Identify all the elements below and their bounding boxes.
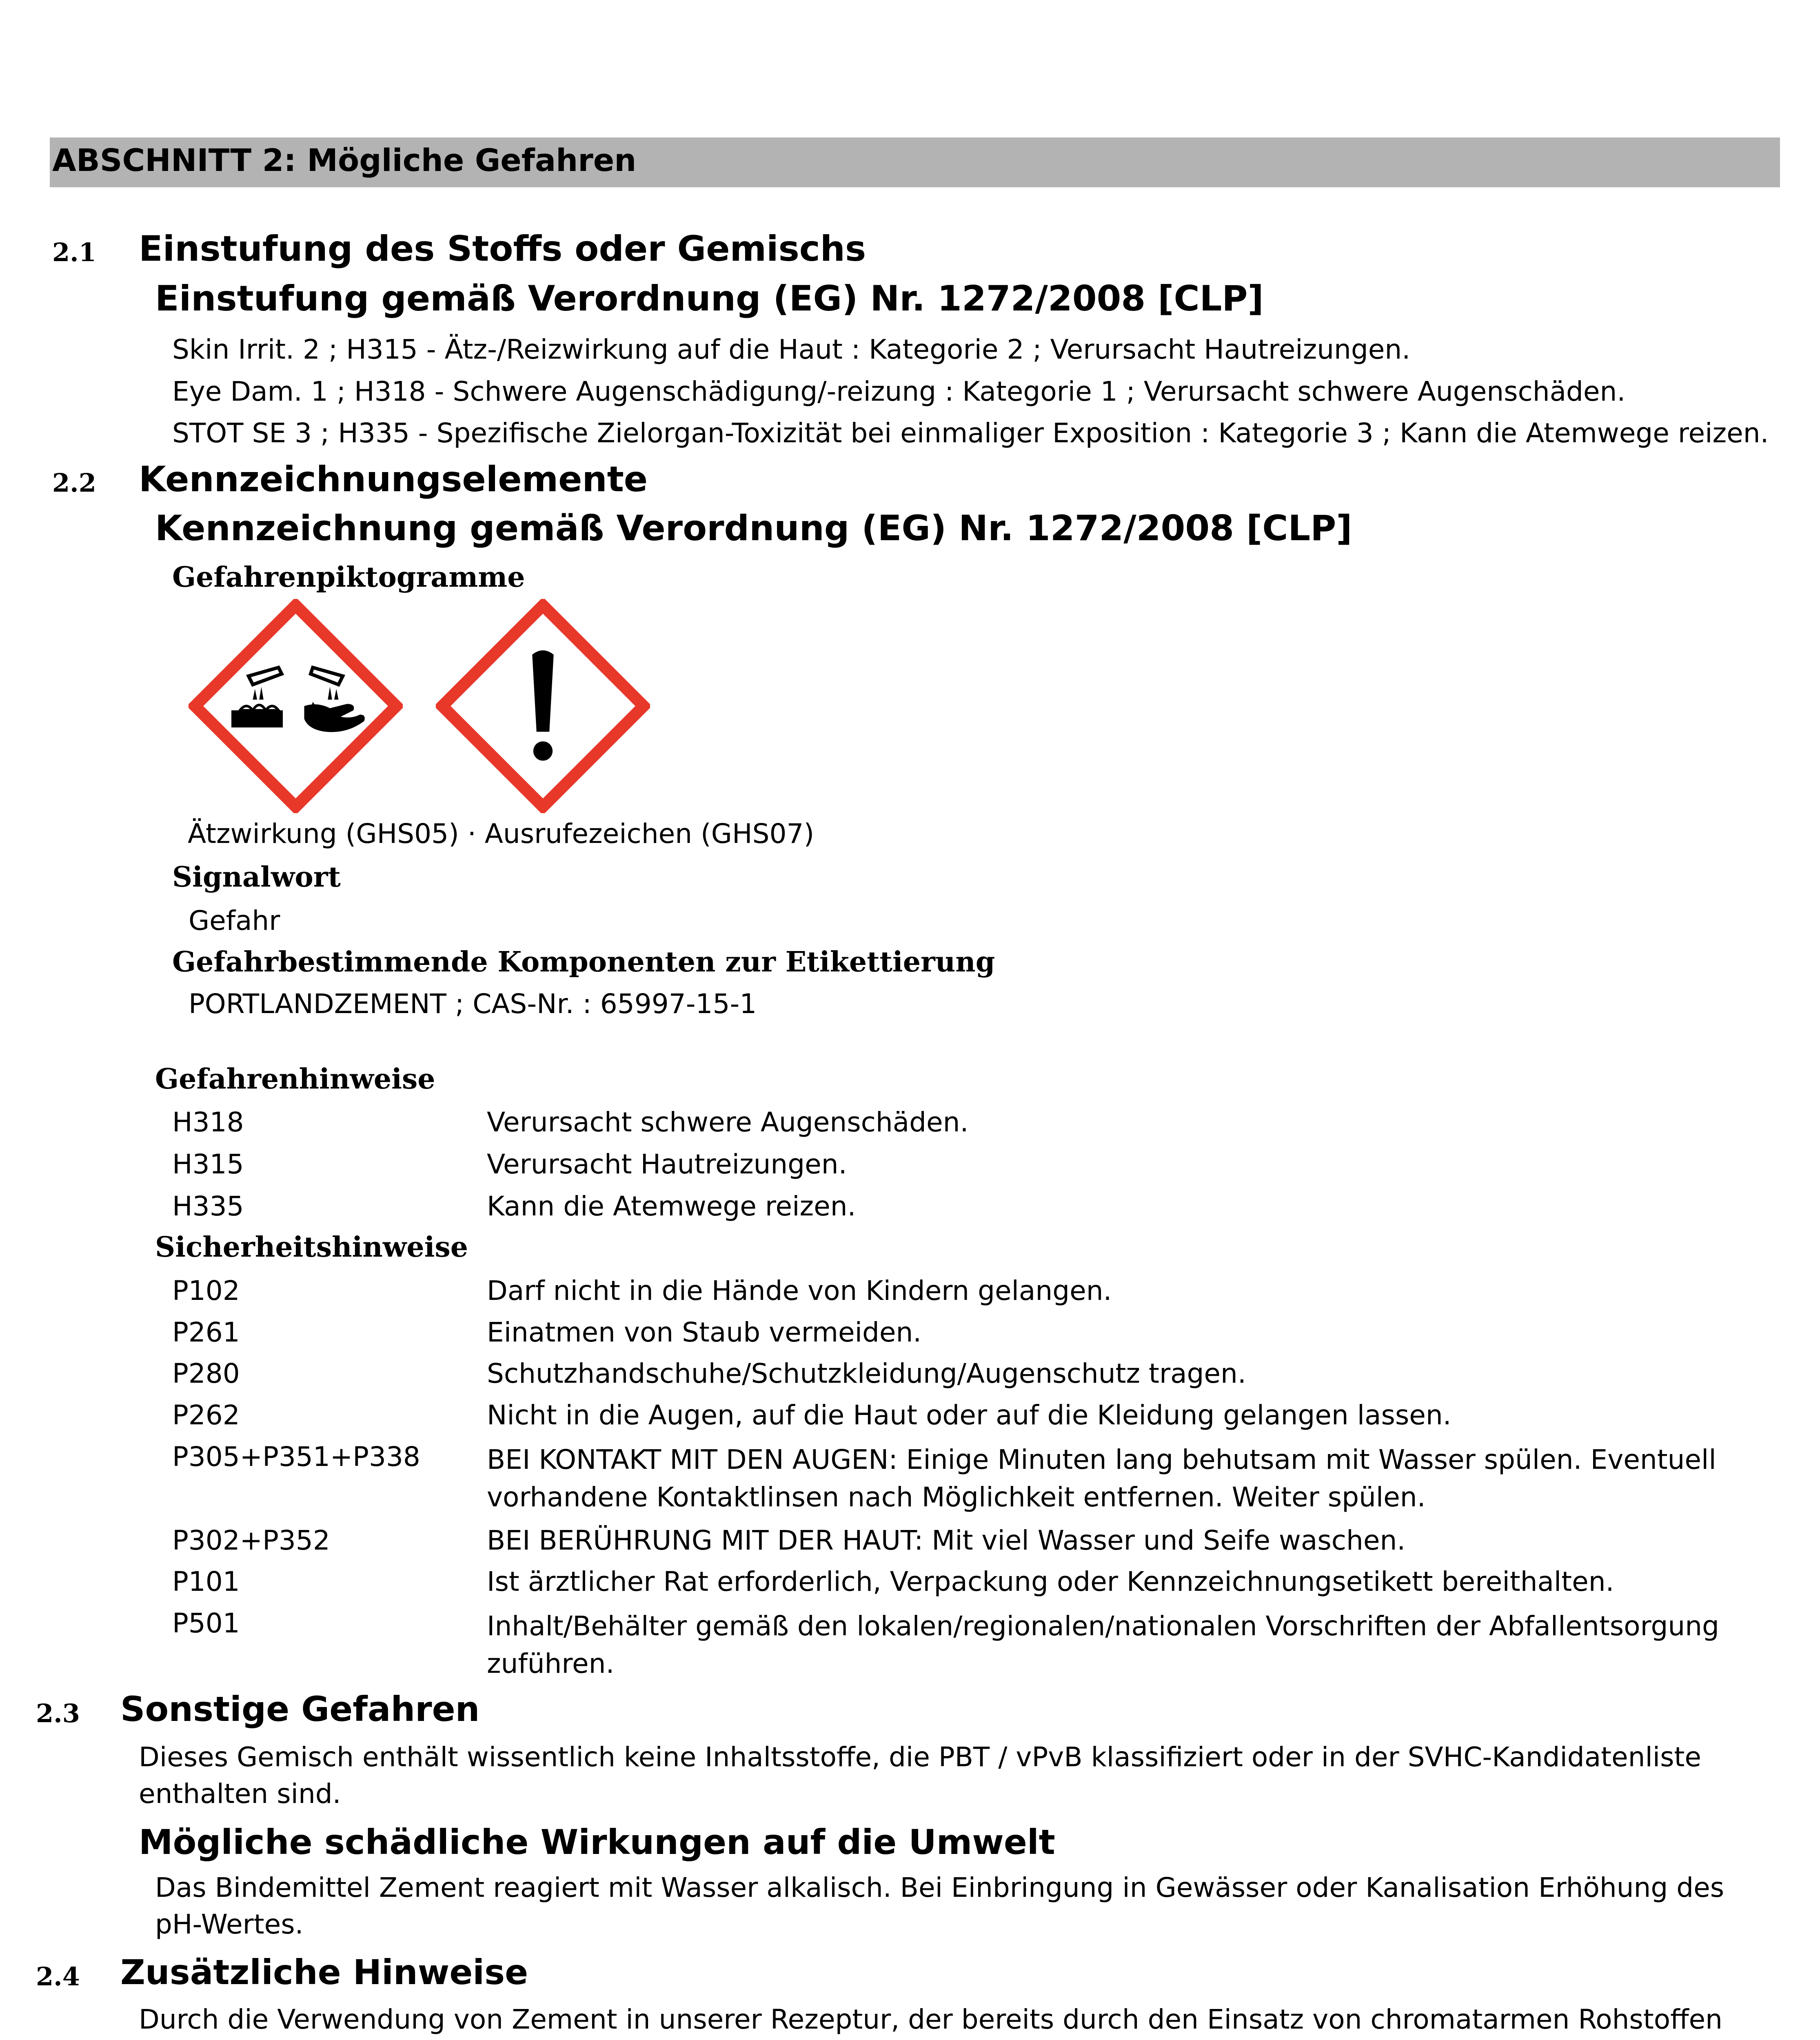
section-2-4-number: 2.4: [36, 1962, 80, 1991]
safety-code: P280: [172, 1358, 240, 1389]
section-2-4-text: Durch die Verwendung von Zement in unserer Rezeptur, der bereits durch den Einsatz von chromatarmen Rohstoffen: [139, 2004, 1722, 2035]
hazard-text: Kann die Atemwege reizen.: [487, 1191, 856, 1222]
safety-code: P305+P351+P338: [172, 1441, 420, 1472]
safety-text: Ist ärztlicher Rat erforderlich, Verpackung oder Kennzeichnungsetikett bereithalten.: [487, 1566, 1614, 1597]
safety-text: Inhalt/Behälter gemäß den lokalen/regionalen/nationalen Vorschriften der Abfallentsorgung zuführen.: [487, 1610, 1719, 1679]
components-value: PORTLANDZEMENT ; CAS-Nr. : 65997-15-1: [189, 988, 757, 1020]
safety-code: P102: [172, 1275, 240, 1306]
signal-word-value: Gefahr: [189, 905, 280, 936]
section-2-4-title: Zusätzliche Hinweise: [120, 1952, 528, 1992]
section-2-2-title: Kennzeichnungselemente: [139, 459, 648, 500]
hazard-code: H318: [172, 1106, 244, 1138]
safety-text: Darf nicht in die Hände von Kindern gelangen.: [487, 1275, 1112, 1306]
pictograms-caption: Ätzwirkung (GHS05) · Ausrufezeichen (GHS07): [188, 818, 815, 849]
environment-title: Mögliche schädliche Wirkungen auf die Umwelt: [139, 1822, 1055, 1862]
section-2-3-number: 2.3: [36, 1699, 80, 1728]
pictograms-label: Gefahrenpiktogramme: [172, 561, 525, 594]
safety-statements-label: Sicherheitshinweise: [155, 1231, 468, 1264]
classification-line: Eye Dam. 1 ; H318 - Schwere Augenschädigung/-reizung : Kategorie 1 ; Verursacht schwere Augenschäden.: [172, 376, 1626, 407]
section-title: ABSCHNITT 2: Mögliche Gefahren: [52, 142, 637, 178]
classification-line: Skin Irrit. 2 ; H315 - Ätz-/Reizwirkung auf die Haut : Kategorie 2 ; Verursacht Hautreizungen.: [172, 334, 1411, 365]
exclamation-pictogram-icon: [436, 599, 650, 813]
section-2-2-subtitle: Kennzeichnung gemäß Verordnung (EG) Nr. 1272/2008 [CLP]: [155, 508, 1352, 549]
safety-text: Einatmen von Staub vermeiden.: [487, 1317, 922, 1348]
section-2-3-title: Sonstige Gefahren: [120, 1689, 480, 1729]
section-2-3-text: Dieses Gemisch enthält wissentlich keine Inhaltsstoffe, die PBT / vPvB klassifiziert oder in der SVHC-Kandidatenliste enthalten sind.: [139, 1741, 1701, 1809]
classification-line: STOT SE 3 ; H335 - Spezifische Zielorgan-Toxizität bei einmaliger Exposition : Kategorie 3 ; Kann die Atemwege reizen.: [172, 417, 1769, 449]
environment-text: Das Bindemittel Zement reagiert mit Wasser alkalisch. Bei Einbringung in Gewässer oder Kanalisation Erhöhung des pH-Wertes.: [155, 1872, 1725, 1940]
signal-word-label: Signalwort: [172, 861, 341, 894]
safety-text: BEI KONTAKT MIT DEN AUGEN: Einige Minuten lang behutsam mit Wasser spülen. Eventuell vorhandene Kontaktlinsen nach Möglichkeit entfernen. Weiter spülen.: [487, 1444, 1716, 1513]
safety-code: P501: [172, 1608, 240, 1639]
components-label: Gefahrbestimmende Komponenten zur Etikettierung: [172, 946, 995, 978]
section-2-1-subtitle: Einstufung gemäß Verordnung (EG) Nr. 1272/2008 [CLP]: [155, 278, 1264, 319]
hazard-statements-label: Gefahrenhinweise: [155, 1063, 435, 1095]
safety-code: P302+P352: [172, 1525, 330, 1556]
hazard-code: H315: [172, 1149, 244, 1180]
safety-code: P101: [172, 1566, 240, 1597]
safety-code: P261: [172, 1317, 240, 1348]
section-2-1-number: 2.1: [52, 237, 96, 267]
corrosion-pictogram-icon: [189, 599, 403, 813]
section-2-2-number: 2.2: [52, 468, 96, 498]
hazard-text: Verursacht schwere Augenschäden.: [487, 1106, 969, 1138]
hazard-text: Verursacht Hautreizungen.: [487, 1149, 847, 1180]
safety-text: BEI BERÜHRUNG MIT DER HAUT: Mit viel Wasser und Seife waschen.: [487, 1525, 1406, 1556]
section-2-1-title: Einstufung des Stoffs oder Gemischs: [139, 228, 866, 269]
safety-code: P262: [172, 1399, 240, 1431]
hazard-code: H335: [172, 1191, 244, 1222]
safety-text: Schutzhandschuhe/Schutzkleidung/Augenschutz tragen.: [487, 1358, 1246, 1389]
safety-text: Nicht in die Augen, auf die Haut oder auf die Kleidung gelangen lassen.: [487, 1399, 1452, 1431]
